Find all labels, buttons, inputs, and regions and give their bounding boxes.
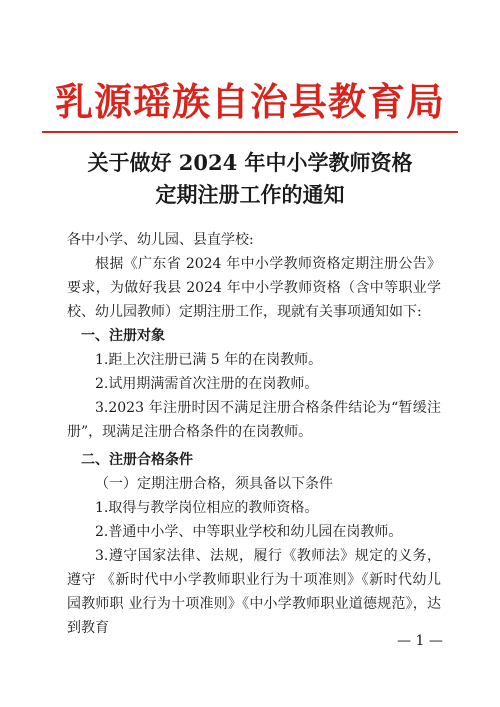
red-divider-rule — [42, 131, 458, 133]
document-title-line2: 定期注册工作的通知 — [155, 182, 345, 207]
document-body — [67, 228, 441, 640]
page-number: — 1 — — [397, 633, 443, 649]
s2-item3: 3.遵守国家法律、法规，履行《教师法》规定的义务，遵守 《新时代中小学教师职业行为十项准则》《新时代幼儿园教师职 业行为十项准则》《中小学教师职业道德规范》，达到教育 — [67, 548, 441, 636]
intro-paragraph: 根据《广东省 2024 年中小学教师资格定期注册公告》要求，为做好我县 2024 年中小学教师资格（含中等职业学校、幼儿园教师）定期注册工作，现就有关事项通知如下: — [67, 256, 441, 320]
issuer-masthead: 乳源瑶族自治县教育局 — [54, 79, 445, 124]
s2-item1: 1.取得与教学岗位相应的教师资格。 — [95, 500, 319, 516]
s1-item1: 1.距上次注册已满 5 年的在岗教师。 — [95, 352, 323, 368]
s1-item3: 3.2023 年注册时因不满足注册合格条件结论为“暂缓注册”，现满足注册合格条件的在岗教师。 — [67, 400, 441, 440]
document-title-line1: 关于做好 2024 年中小学教师资格 — [87, 150, 413, 175]
salutation: 各中小学、幼儿园、县直学校: — [67, 232, 254, 248]
section1-heading: 一、注册对象 — [81, 328, 165, 344]
s2-item2: 2.普通中小学、中等职业学校和幼儿园在岗教师。 — [95, 524, 403, 540]
s1-item2: 2.试用期满需首次注册的在岗教师。 — [95, 376, 319, 392]
s2-sub1: （一）定期注册合格，须具备以下条件 — [95, 476, 333, 492]
section2-heading: 二、注册合格条件 — [81, 452, 193, 468]
